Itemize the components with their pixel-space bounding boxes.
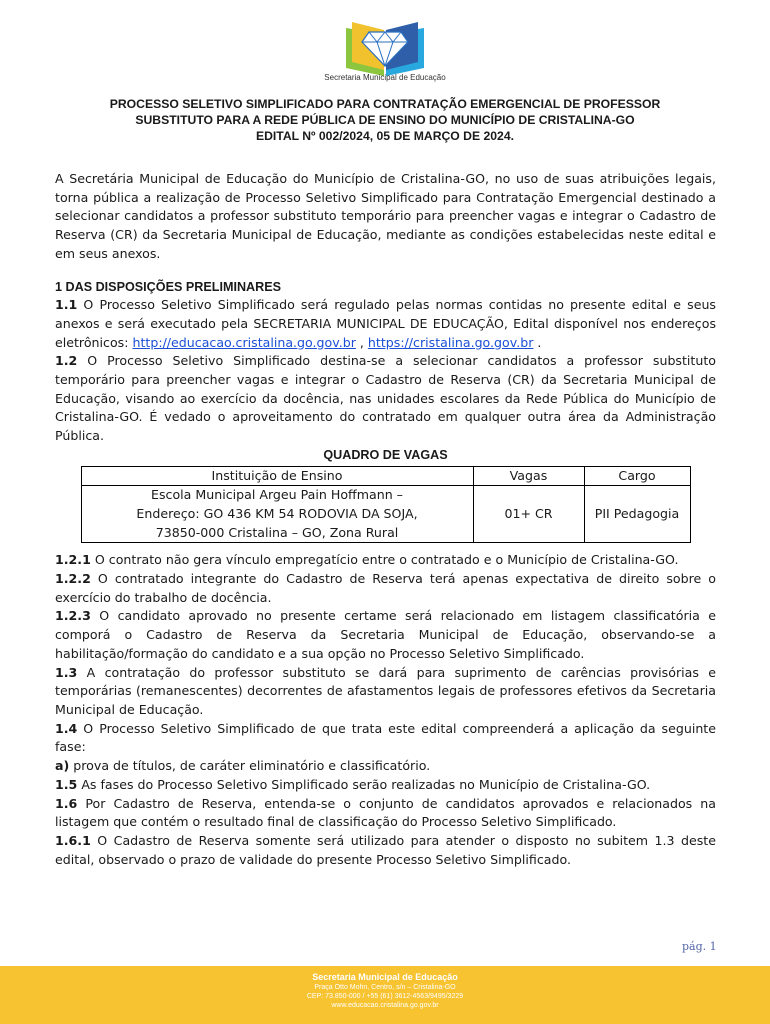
- paragraph-1-2-1: [55, 551, 716, 570]
- item-number: 1.6.1: [55, 832, 91, 848]
- document-body: [55, 170, 716, 869]
- section-1-heading: 1 DAS DISPOSIÇÕES PRELIMINARES: [55, 279, 282, 294]
- item-text: A contratação do professor substituto se dará para suprimento de carências provisórias e temporárias (remanescentes) decorrentes de afastamentos legais de professores efetivos da Secretaria Municipal de Educação.: [55, 664, 716, 717]
- institution-line-3: 73850-000 Cristalina – GO, Zona Rural: [155, 524, 399, 540]
- paragraph-1-6: [55, 795, 716, 832]
- item-text: O Cadastro de Reserva somente será utilizado para atender o disposto no subitem 1.3 deste edital, observado o prazo de validade do presente Processo Seletivo Simplificado.: [55, 832, 716, 867]
- item-text: Por Cadastro de Reserva, entenda-se o conjunto de candidatos aprovados e relacionados na listagem que contém o resultado final de classificação do Processo Seletivo Simplificado.: [55, 795, 716, 830]
- intro-paragraph: A Secretária Municipal de Educação do Município de Cristalina-GO, no uso de suas atribuições legais, torna pública a realização de Processo Seletivo Simplificado para Contratação Emergencial destinado a selecionar candidatos a professor substituto temporário para preencher vagas e integrar o Cadastro de Reserva (CR) da Secretaria Municipal de Educação, mediante as condições estabelecidas neste edital e em seus anexos.: [55, 171, 716, 261]
- item-number: 1.2.2: [55, 571, 91, 587]
- item-number: 1.1: [55, 297, 78, 313]
- institution-line-2: Endereço: GO 436 KM 54 RODOVIA DA SOJA,: [136, 505, 418, 521]
- footer: [0, 966, 770, 1024]
- title-line-1: PROCESSO SELETIVO SIMPLIFICADO PARA CONTRATAÇÃO EMERGENCIAL DE PROFESSOR: [109, 97, 661, 111]
- item-text: O candidato aprovado no presente certame será relacionado em listagem classificatória e comporá o Cadastro de Reserva da Secretaria Municipal de Educação, observando-se a habilitação/formação do candidato e a sua opção no Processo Seletivo Simplificado.: [55, 608, 716, 661]
- vacancy-table-title: QUADRO DE VAGAS: [323, 447, 448, 462]
- header-position: Cargo: [584, 466, 690, 486]
- footer-address: Praça Otto Mohn, Centro, s/n – Cristalina-GO: [314, 984, 456, 991]
- item-text: O contrato não gera vínculo empregatício entre o contratado e o Município de Cristalina-GO.: [90, 552, 679, 568]
- header-institution: Instituição de Ensino: [81, 466, 473, 486]
- table-row: [81, 486, 690, 543]
- paragraph-1-4: [55, 720, 716, 757]
- item-number: 1.2.1: [55, 552, 91, 568]
- footer-title: Secretaria Municipal de Educação: [312, 972, 458, 982]
- link-educacao[interactable]: http://educacao.cristalina.go.gov.br: [132, 334, 356, 350]
- item-number: 1.2: [55, 353, 78, 369]
- cell-position: PII Pedagogia: [584, 486, 690, 543]
- paragraph-1-2-3: [55, 607, 716, 663]
- institution-line-1: Escola Municipal Argeu Pain Hoffmann –: [151, 487, 403, 503]
- item-text-end: .: [533, 334, 542, 350]
- header-vacancies: Vagas: [473, 466, 584, 486]
- link-cristalina[interactable]: https://cristalina.go.gov.br: [367, 334, 534, 350]
- paragraph-1-6-1: [55, 832, 716, 869]
- table-header-row: [81, 466, 690, 486]
- item-text: O contratado integrante do Cadastro de Reserva terá apenas expectativa de direito sobre o exercício do trabalho de docência.: [55, 571, 716, 605]
- item-number: 1.2.3: [55, 608, 91, 624]
- item-text: O Processo Seletivo Simplificado será regulado pelas normas contidas no presente edital e seus anexos e será executado pela SECRETARIA MUNICIPAL DE EDUCAÇÃO, Edital disponível nos endereços eletrônicos:: [55, 297, 716, 350]
- page-number: pág. 1: [682, 940, 717, 953]
- document-title: [60, 96, 710, 144]
- item-text: prova de títulos, de caráter eliminatório e classificatório.: [69, 758, 431, 774]
- paragraph-1-1: [55, 296, 716, 352]
- title-line-3: EDITAL Nº 002/2024, 05 DE MARÇO DE 2024.: [255, 129, 514, 143]
- item-number: 1.3: [55, 664, 78, 680]
- paragraph-1-3: [55, 664, 716, 720]
- paragraph-1-2: [55, 352, 716, 446]
- paragraph-1-5: [55, 776, 716, 795]
- item-number: a): [55, 758, 70, 774]
- item-text: O Processo Seletivo Simplificado destina-se a selecionar candidatos a professor substituto temporário para preencher vagas e integrar o Cadastro de Reserva (CR) da Secretaria Municipal de Educação, visando ao exercício da docência, nas unidades escolares da Rede Pública do Município de Cristalina-GO. É vedado o aproveitamento do contratado em qualquer outra área da Administração Pública.: [55, 353, 716, 444]
- item-text: As fases do Processo Seletivo Simplificado serão realizadas no Município de Cristalina-GO.: [77, 776, 651, 792]
- logo-caption: Secretaria Municipal de Educação: [324, 73, 446, 82]
- title-line-2: SUBSTITUTO PARA A REDE PÚBLICA DE ENSINO DO MUNICÍPIO DE CRISTALINA-GO: [135, 113, 635, 127]
- cell-vacancies: 01+ CR: [473, 486, 584, 543]
- vacancy-table: [81, 466, 691, 544]
- item-text: O Processo Seletivo Simplificado de que trata este edital compreenderá a aplicação da seguinte fase:: [55, 720, 716, 755]
- paragraph-a: [55, 757, 716, 776]
- cell-institution: [81, 486, 473, 543]
- item-number: 1.4: [55, 720, 78, 736]
- item-number: 1.6: [55, 795, 78, 811]
- footer-contact: CEP: 73.850-000 / +55 (61) 3612-4563/9495/3229: [306, 993, 464, 1000]
- paragraph-1-2-2: [55, 570, 716, 607]
- item-number: 1.5: [55, 776, 78, 792]
- footer-website: www.educacao.cristalina.go.gov.br: [331, 1002, 439, 1009]
- link-separator: ,: [355, 334, 368, 350]
